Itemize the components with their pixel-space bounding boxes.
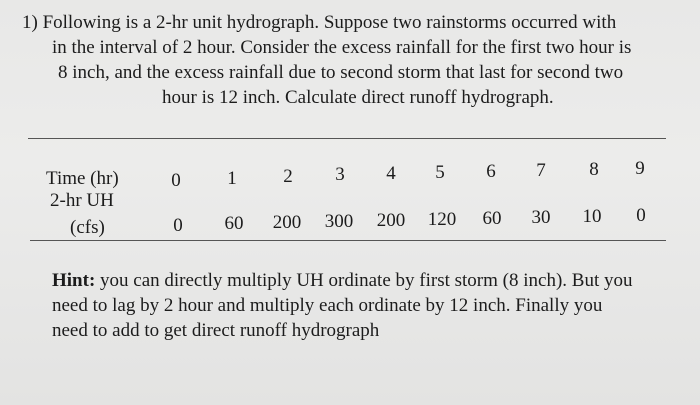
question-line-4: hour is 12 inch. Calculate direct runoff hydrograph. bbox=[162, 87, 554, 108]
hint-text bbox=[52, 268, 692, 343]
time-cell: 2 bbox=[283, 166, 293, 187]
question-text bbox=[22, 10, 692, 110]
hint-label: Hint: bbox=[52, 270, 96, 291]
time-cell: 3 bbox=[335, 164, 345, 185]
time-cell: 8 bbox=[589, 159, 599, 180]
uh-cell: 10 bbox=[582, 206, 602, 227]
question-line-2: in the interval of 2 hour. Consider the excess rainfall for the first two hour is bbox=[52, 37, 632, 58]
uh-cell: 120 bbox=[427, 209, 457, 230]
hint-line-1-text: you can directly multiply UH ordinate by first storm (8 inch). But you bbox=[95, 270, 633, 291]
uh-cell: 60 bbox=[224, 213, 244, 234]
uh-row-label: 2-hr UH bbox=[50, 190, 114, 211]
question-line-3: 8 inch, and the excess rainfall due to second storm that last for second two bbox=[58, 62, 624, 83]
uh-row-unit-label: (cfs) bbox=[70, 217, 105, 238]
table-bottom-rule bbox=[30, 240, 666, 241]
time-cell: 1 bbox=[227, 168, 237, 189]
time-cell: 6 bbox=[486, 161, 496, 182]
hint-line-2: need to lag by 2 hour and multiply each ordinate by 12 inch. Finally you bbox=[52, 295, 603, 316]
time-cell: 9 bbox=[635, 158, 645, 179]
table-top-rule bbox=[28, 138, 666, 139]
uh-cell: 60 bbox=[482, 208, 502, 229]
uh-cell: 30 bbox=[531, 207, 551, 228]
uh-cell: 200 bbox=[376, 210, 406, 231]
time-row-label: Time (hr) bbox=[46, 168, 119, 189]
uh-cell: 200 bbox=[272, 212, 302, 233]
uh-cell: 0 bbox=[173, 215, 183, 236]
time-cell: 5 bbox=[435, 162, 445, 183]
time-cell: 7 bbox=[536, 160, 546, 181]
question-line-1: 1) Following is a 2-hr unit hydrograph. Suppose two rainstorms occurred with bbox=[22, 12, 617, 33]
time-cell: 0 bbox=[171, 170, 181, 191]
uh-cell: 0 bbox=[636, 205, 646, 226]
hint-line-1 bbox=[52, 268, 692, 293]
time-cell: 4 bbox=[386, 163, 396, 184]
hint-line-3: need to add to get direct runoff hydrograph bbox=[52, 320, 380, 341]
uh-cell: 300 bbox=[324, 211, 354, 232]
